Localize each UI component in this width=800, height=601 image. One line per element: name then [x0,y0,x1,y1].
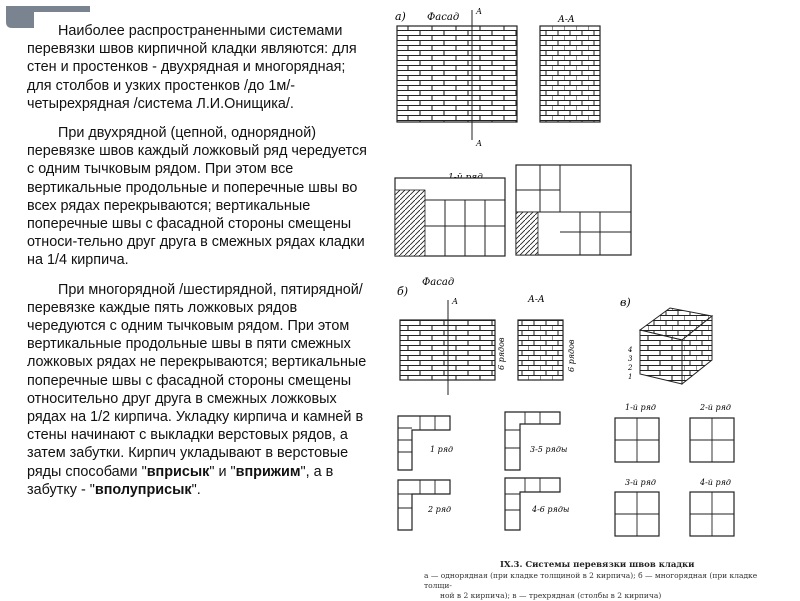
paragraph-2: При двухрядной (цепной, однорядной) перевязке швов каждый ложковый ряд чередуется с одним тычковым рядом. При этом все вертикальные продольные и поперечные швы во всех рядах перекрываются; вертикальные поперечные швы с фасадной стороны смещены относи-тельно друг друга в смежных рядах кладки на 1/4 кирпича. [27,125,367,269]
row2b-label: 2 ряд [428,505,452,514]
rows46-label: 4-6 ряды [532,505,570,514]
stack-num-2: 2 [628,364,633,372]
row1-label-v: 1-й ряд [625,403,656,412]
label-v: в) [620,296,631,309]
cut-mark-bottom: А [476,139,483,148]
masonry-diagram [380,0,800,600]
rows35-label: 3-5 ряды [530,445,568,454]
caption-line-2: ной в 2 кирпича); в — трехрядная (столбы в 2 кирпича) [440,591,662,600]
figure-caption [424,571,774,601]
row1b-label: 1 ряд [430,445,454,454]
caption-line-1: а — однорядная (при кладке толщиной в 2 кирпича); б — многорядная (при кладке толщи- [424,571,758,590]
stack-num-3: 3 [628,355,633,363]
term-vprisyk: вприсык [146,463,210,480]
plan-rows35-b [505,412,560,470]
logo-text: CTTMY [36,10,81,25]
facade-label-a: Фасад [427,12,460,23]
stack-num-4: 4 [628,346,633,354]
facade-label-b: Фасад [422,277,455,288]
cut-mark-b: А [452,297,459,306]
term-vprizhim: вприжим [235,463,301,480]
plan-row1-b [398,416,450,470]
stack-num-1: 1 [628,373,633,381]
row2-label-v: 2-й ряд [700,403,731,412]
section-wall-a [540,26,600,122]
paragraph-3: При многорядной /шестирядной, пятирядной/ перевязке каждые пять ложковых рядов чередуются с одним тычковым рядом. При этом вертикальные продольные швы в пяти смежных ложковых рядах не перекрываются; вертикальные поперечные швы с фасадной стороны смещены относительно друг друга в смежных ложковых рядах на 1/2 кирпича. Укладку кирпича и камней в стены начинают с выкладки верстовых рядов, а затем забутки. Кирпич укладывают в верстовые ряды способами "вприсык" и "вприжим", а в забутку - "вполуприсык". [27,281,367,498]
paragraph-1: Наиболее распространенными системами перевязки швов кирпичной кладки являются: для стен и простенков - двухрядная и многорядная; для столбов и узких простенков /до 1м/- четырехрядная /система Л.И.Онищика/. [27,23,357,112]
pillar-isometric [640,308,712,384]
term-vpoluprisyk: вполуприсык [94,481,192,498]
label-a: а) [395,10,406,23]
rows6-label-right: 6 рядов [567,339,576,372]
rows6-label-left: 6 рядов [497,337,506,370]
cut-mark-top: А [476,7,483,16]
label-b: б) [397,285,409,298]
section-label-a: А-А [558,15,575,25]
row3-label-v: 3-й ряд [625,478,656,487]
figure-caption-title: IX.3. Системы перевязки швов кладки [500,560,695,570]
section-wall-b [518,320,563,380]
row4-label-v: 4-й ряд [700,478,731,487]
facade-wall-a [397,26,517,122]
section-label-b: А-А [528,295,545,305]
article-text [27,22,370,499]
plan-rows46-b [505,478,560,530]
